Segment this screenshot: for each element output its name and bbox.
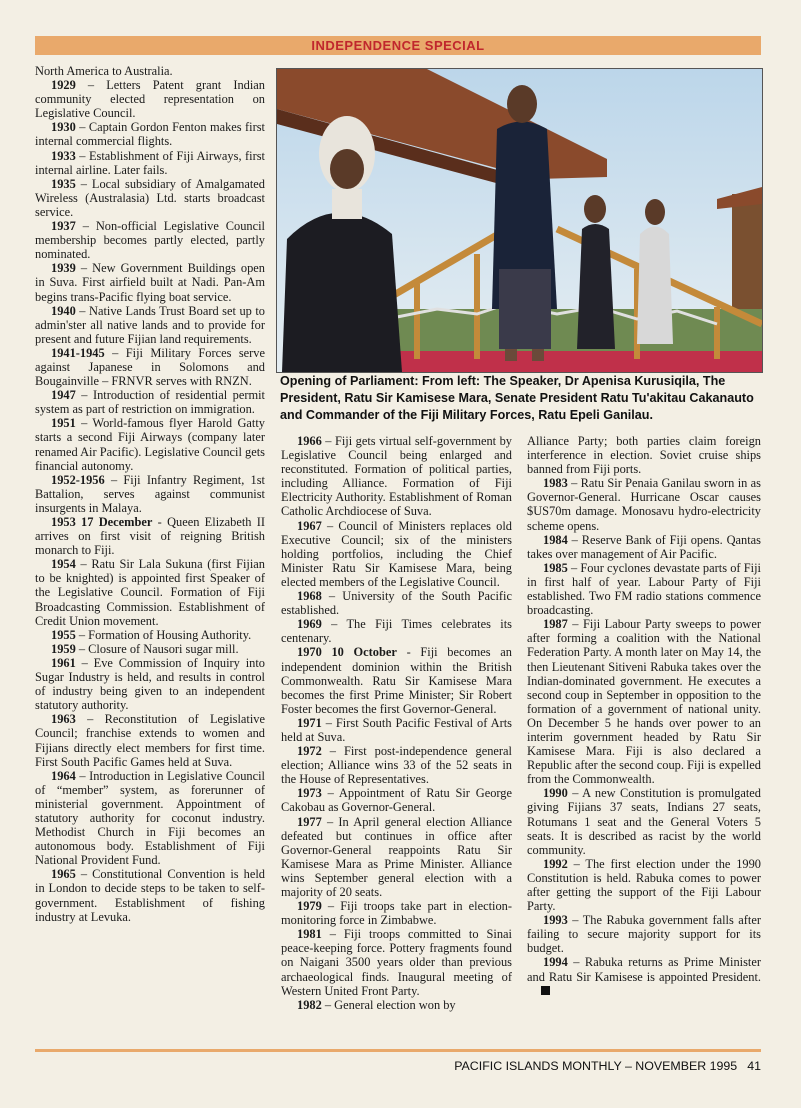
entry-year: 1971 <box>297 715 322 730</box>
timeline-entry <box>35 416 265 472</box>
entry-text: – First post-independence general election; Alliance wins 33 of the 52 seats in the House of Representatives. <box>281 744 512 787</box>
entry-text: – University of the South Pacific established. <box>281 589 512 618</box>
footer-rule <box>35 1049 761 1052</box>
entry-year: 1973 <box>297 786 322 801</box>
timeline-entry <box>35 628 265 642</box>
entry-year: 1983 <box>543 476 568 491</box>
entry-text: – In April general election Alliance defeated but continues in office after Governor-General reappoints Ratu Sir Kamisese Mara as Prime Minister. Alliance wins September general election with a majority of 20 seats. <box>281 814 512 899</box>
entry-year: 1967 <box>297 518 322 533</box>
entry-year: 1933 <box>51 148 76 163</box>
entry-text: – First South Pacific Festival of Arts held at Suva. <box>281 715 512 744</box>
timeline-entry <box>35 120 265 148</box>
entry-year: 1941-1945 <box>51 345 105 360</box>
entry-text: – Non-official Legislative Council membership becomes partly elected, partly nominated. <box>35 219 265 262</box>
entry-year: 1929 <box>51 78 76 93</box>
timeline-entry <box>527 786 761 856</box>
photo-caption: Opening of Parliament: From left: The Speaker, Dr Apenisa Kurusiqila, The President, Ratu Sir Kamisese Mara, Senate President Ratu Tu'akitau Cakanauto and Commander of the Fiji Military Forces, Ratu Epeli Ganilau. <box>280 374 754 422</box>
entry-text: – Council of Ministers replaces old Executive Council; six of the ministers holding portfolios, including the Chief Minister Ratu Sir Kamisese Mara, being elected members of the Legislative Council. <box>281 518 512 589</box>
entry-text: – Local subsidiary of Amalgamated Wireless (Australasia) Ltd. starts broadcast service. <box>35 176 265 219</box>
timeline-entry <box>527 913 761 955</box>
entry-text: - Queen Elizabeth II arrives on first visit of reigning British monarch to Fiji. <box>35 515 265 558</box>
parliament-photo <box>276 68 763 373</box>
timeline-entry <box>527 857 761 913</box>
entry-year: 1952-1956 <box>51 472 105 487</box>
column-middle <box>281 434 512 1012</box>
timeline-entry <box>527 561 761 617</box>
timeline-entry <box>35 557 265 627</box>
entry-year: 1990 <box>543 786 568 801</box>
entry-year: 1947 <box>51 388 76 403</box>
entry-year: 1979 <box>297 899 322 914</box>
section-banner: INDEPENDENCE SPECIAL <box>35 36 761 55</box>
entry-year: 1969 <box>297 617 322 632</box>
timeline-entry <box>527 533 761 561</box>
timeline-entry <box>527 617 761 786</box>
entry-text: – A new Constitution is promulgated giving Fijians 37 seats, Indians 27 seats, Rotumans 1 seat and the General Voters 5 seats. It is described as racist by the world community. <box>527 786 761 857</box>
timeline-entry <box>35 219 265 261</box>
timeline-entry <box>35 64 265 78</box>
entry-text: – Captain Gordon Fenton makes first internal commercial flights. <box>35 120 265 149</box>
entry-text: – Appointment of Ratu Sir George Cakobau as Governor-General. <box>281 786 512 815</box>
entry-text: – Fiji Labour Party sweeps to power after forming a coalition with the National Federation Party. A month later on May 14, the then Lieutenant Sitiveni Rabuka takes over the Indian-dominated government. He executes a second coup in September in opposition to the formation of a government of national unity. On December 5 he hands over power to an interim government headed by Ratu Sir Kamisese Mara. Fiji is also declared a Republic after the second coup. Fiji is expelled from the Commonwealth. <box>527 617 761 787</box>
timeline-entry <box>281 716 512 744</box>
entry-text: – Closure of Nausori sugar mill. <box>75 641 239 656</box>
entry-year: 1964 <box>51 768 76 783</box>
entry-year: 1984 <box>543 532 568 547</box>
entry-text: – Fiji Military Forces serve against Japanese in Solomons and Bougainville – FRNVR serves with RNZN. <box>35 345 265 389</box>
timeline-entry <box>281 434 512 519</box>
entry-text: – Native Lands Trust Board set up to admin'ster all native lands and to provide for present and future Fijian land requirements. <box>35 303 265 346</box>
entry-year: 1930 <box>51 120 76 135</box>
timeline-entry <box>281 519 512 589</box>
timeline-entry <box>35 712 265 768</box>
timeline-entry <box>527 955 761 997</box>
entry-text: – General election won by <box>321 997 456 1012</box>
timeline-entry <box>35 261 265 303</box>
entry-year: 1940 <box>51 303 76 318</box>
timeline-entry <box>35 304 265 346</box>
entry-text: – The Rabuka government falls after failing to secure majority support for its budget. <box>527 913 761 956</box>
entry-text: – Constitutional Convention is held in London to decide steps to be taken to self-government. Establishment of fishing industry at Levuka. <box>35 867 265 924</box>
entry-year: 1959 <box>51 641 76 656</box>
timeline-entry <box>35 177 265 219</box>
timeline-entry <box>281 744 512 786</box>
entry-year: 1987 <box>543 617 568 632</box>
entry-text: North America to Australia. <box>35 64 173 78</box>
entry-text: – Eve Commission of Inquiry into Sugar Industry is held, and results in control of industry being given to an independent statutory authority. <box>35 655 265 713</box>
entry-year: 1966 <box>297 434 322 448</box>
entry-text: – The Fiji Times celebrates its centenary. <box>281 617 512 646</box>
end-mark <box>541 986 550 995</box>
page-number: 41 <box>747 1059 761 1073</box>
entry-text: – Rabuka returns as Prime Minister and Ratu Sir Kamisese is appointed President. <box>527 955 761 984</box>
timeline-entry <box>35 642 265 656</box>
entry-text: – Reconstitution of Legislative Council; franchise extends to women and Fijians directly elect members for first time. First South Pacific Games held at Suva. <box>35 712 265 769</box>
entry-text: – New Government Buildings open in Suva. First airfield built at Nadi. Pan-Am begins trans-Pacific flying boat service. <box>35 261 265 304</box>
entry-text: – The first election under the 1990 Constitution is held. Rabuka comes to power after getting the support of the Fiji Labour Party. <box>527 856 761 914</box>
entry-year: 1935 <box>51 176 76 191</box>
entry-year: 1953 17 December <box>51 515 153 529</box>
entry-year: 1985 <box>543 560 568 575</box>
publication-line: PACIFIC ISLANDS MONTHLY – NOVEMBER 1995 <box>454 1059 738 1073</box>
timeline-entry <box>281 617 512 645</box>
timeline-entry <box>35 769 265 868</box>
timeline-entry <box>281 899 512 927</box>
timeline-entry <box>281 815 512 900</box>
entry-text: – World-famous flyer Harold Gatty starts a second Fiji Airways (company later renamed Air Pacific). Legislative Council gets financial autonomy. <box>35 416 265 473</box>
timeline-entry <box>35 346 265 388</box>
timeline-entry <box>281 786 512 814</box>
timeline-entry <box>35 656 265 712</box>
timeline-entry <box>527 434 761 476</box>
timeline-entry <box>527 476 761 532</box>
entry-year: 1963 <box>51 712 76 727</box>
entry-text: – Fiji gets virtual self-government by Legislative Council being enlarged and reconstituted. Formation of political parties, including Alliance. Formation of Fiji Electricity Authority. Establishment of Roman Catholic Archdiocese of Suva. <box>281 434 512 519</box>
entry-year: 1937 <box>51 219 76 234</box>
entry-text: – Fiji troops committed to Sinai peace-keeping force. Pottery fragments found on Naigani 3500 years older than previous archaeological finds. Inaugural meeting of Western United Front Party. <box>281 927 512 998</box>
timeline-entry <box>35 388 265 416</box>
entry-year: 1972 <box>297 744 322 759</box>
entry-text: – Ratu Sir Lala Sukuna (first Fijian to be knighted) is appointed first Speaker of the Legislative Council. Formation of Fiji Broadcasting Commission. Establishment of Credit Union movement. <box>35 557 265 628</box>
entry-text: – Formation of Housing Authority. <box>75 627 252 642</box>
timeline-entry <box>281 589 512 617</box>
timeline-entry <box>281 645 512 715</box>
entry-text: Alliance Party; both parties claim foreign interference in election. Soviet cruise ships banned from Fiji ports. <box>527 434 761 477</box>
timeline-entry <box>35 78 265 120</box>
entry-text: – Fiji troops take part in election-monitoring force in Zimbabwe. <box>281 899 512 928</box>
timeline-entry <box>281 927 512 997</box>
timeline-entry <box>35 149 265 177</box>
entry-text: – Introduction of residential permit system as part of restriction on immigration. <box>35 388 265 417</box>
entry-year: 1961 <box>51 655 76 670</box>
entry-year: 1968 <box>297 589 322 604</box>
entry-year: 1954 <box>51 557 76 572</box>
entry-text: – Fiji Infantry Regiment, 1st Battalion, serves against communist insurgents in Malaya. <box>35 472 265 515</box>
entry-text: – Four cyclones devastate parts of Fiji in first half of year. Labour Party of Fiji established. Two FM radio stations commence broadcasting. <box>527 560 761 618</box>
entry-year: 1993 <box>543 913 568 928</box>
column-left <box>35 64 265 924</box>
entry-text: – Introduction in Legislative Council of “member” system, as forerunner of ministerial government. Appointment of statutory authority for coconut industry. Methodist Church in Fiji becomes an autonomous body. Establishment of Fiji National Provident Fund. <box>35 768 265 868</box>
timeline-entry <box>35 473 265 515</box>
page-footer <box>454 1059 761 1073</box>
timeline-entry <box>35 515 265 557</box>
entry-year: 1951 <box>51 416 76 431</box>
entry-text: - Fiji becomes an independent dominion within the British Commonwealth. Ratu Sir Kamisese Mara becomes the first Prime Minister; Sir Robert Foster becomes the first Governor-General. <box>281 645 513 716</box>
entry-year: 1955 <box>51 627 76 642</box>
entry-year: 1981 <box>297 927 322 942</box>
timeline-entry <box>281 998 512 1012</box>
timeline-entry <box>35 867 265 923</box>
entry-year: 1994 <box>543 955 568 970</box>
entry-text: – Letters Patent grant Indian community elected representation on Legislative Council. <box>35 78 265 121</box>
entry-year: 1965 <box>51 867 76 882</box>
entry-year: 1970 10 October <box>297 645 397 660</box>
entry-text: – Reserve Bank of Fiji opens. Qantas takes over management of Air Pacific. <box>527 532 761 561</box>
column-right <box>527 434 761 998</box>
entry-year: 1992 <box>543 856 568 871</box>
entry-year: 1939 <box>51 261 76 276</box>
entry-text: – Ratu Sir Penaia Ganilau sworn in as Governor-General. Hurricane Oscar causes $US70m damage. Monosavu hydro-electricity scheme opens. <box>527 476 761 533</box>
entry-year: 1977 <box>297 814 322 829</box>
entry-text: – Establishment of Fiji Airways, first internal airline. Later fails. <box>35 148 265 177</box>
entry-year: 1982 <box>297 997 322 1012</box>
